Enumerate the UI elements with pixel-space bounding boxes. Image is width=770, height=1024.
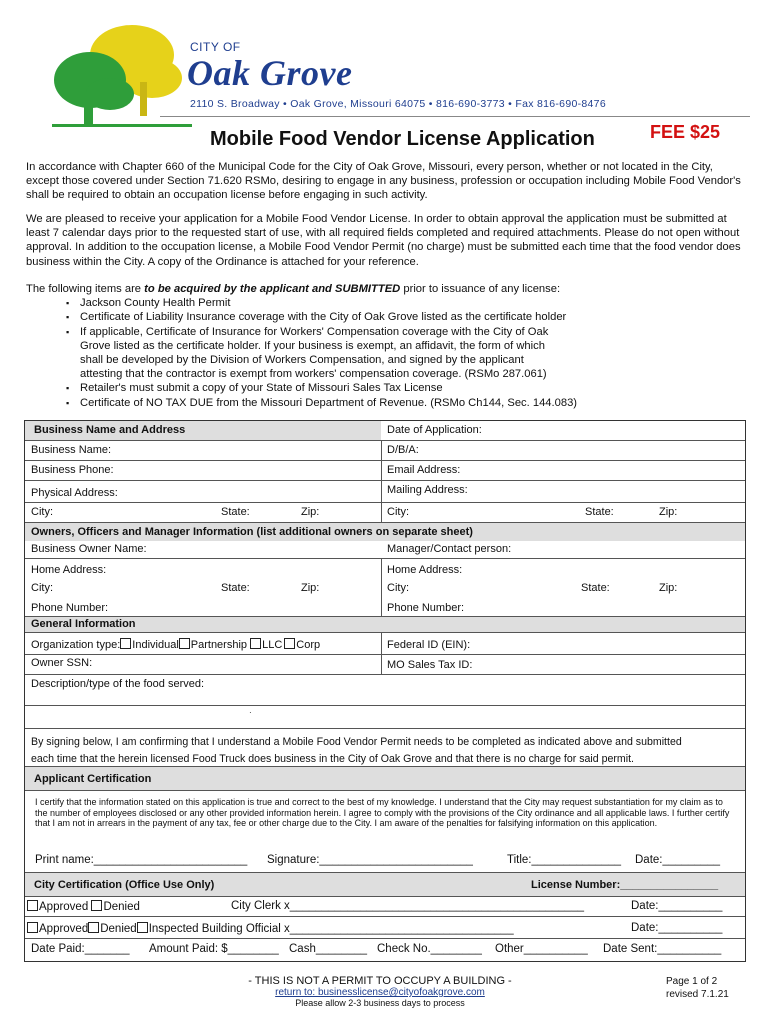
mo-sales-tax-field[interactable]: MO Sales Tax ID: xyxy=(387,659,473,671)
city-address: 2110 S. Broadway • Oak Grove, Missouri 64075 • 816-690-3773 • Fax 816-690-8476 xyxy=(190,98,606,110)
business-phone-field[interactable]: Business Phone: xyxy=(31,464,114,476)
inspected-checkbox[interactable] xyxy=(137,922,148,933)
list-item: ▪ Retailer's must submit a copy of your State of Missouri Sales Tax License xyxy=(66,381,746,395)
building-approval-group: Approved Denied Inspected Building Official x___________________________________ xyxy=(25,917,520,938)
federal-id-field[interactable]: Federal ID (EIN): xyxy=(387,639,471,651)
owner-home-address-field[interactable]: Home Address: xyxy=(31,564,107,576)
mailing-state-field[interactable]: State: xyxy=(585,506,614,518)
city-clerk-signature[interactable]: City Clerk x______________________________________________ xyxy=(231,900,584,912)
llc-checkbox[interactable] xyxy=(250,638,261,649)
clerk-approved-checkbox[interactable] xyxy=(27,900,38,911)
mailing-address-field[interactable]: Mailing Address: xyxy=(387,484,468,496)
license-number-field[interactable]: License Number:________________ xyxy=(531,879,719,891)
building-denied-checkbox[interactable] xyxy=(88,922,99,933)
organization-type-group: Organization type: Individual Partnership LLC Corp xyxy=(31,639,321,651)
section-applicant-header: Applicant Certification xyxy=(25,767,745,791)
manager-phone-field[interactable]: Phone Number: xyxy=(387,602,465,614)
print-name-field[interactable]: Print name:________________________ xyxy=(35,854,248,866)
required-items-lead: The following items are to be acquired by the applicant and SUBMITTED prior to issuance of any license: xyxy=(26,283,561,295)
business-zip-field[interactable]: Zip: xyxy=(301,506,320,518)
mailing-city-field[interactable]: City: xyxy=(387,506,409,518)
owner-ssn-field[interactable]: Owner SSN: xyxy=(31,657,93,669)
city-name-wordmark: Oak Grove xyxy=(187,53,353,93)
owner-zip-field[interactable]: Zip: xyxy=(301,582,320,594)
date-of-application-field[interactable]: Date of Application: xyxy=(381,421,745,440)
page-info xyxy=(666,975,729,1001)
intro-paragraph-2: We are pleased to receive your application for a Mobile Food Vendor License. In order to obtain approval the application must be submitted at least 7 calendar days prior to the requested start of use, with all required fields completed and required attachments. Please do not open without approval. In addition to the occupation license, a Mobile Food Vendor Permit (no charge) must be submitted each time that the food vendor does business within the City. A copy of the Ordinance is attached for your reference. xyxy=(26,213,741,268)
manager-contact-field[interactable]: Manager/Contact person: xyxy=(387,543,512,555)
title-field[interactable]: Title:______________ xyxy=(507,854,622,866)
header-divider xyxy=(160,116,750,117)
building-approved-checkbox[interactable] xyxy=(27,922,38,933)
footer xyxy=(200,975,560,1008)
fee-label: FEE $25 xyxy=(650,122,721,142)
corp-checkbox[interactable] xyxy=(284,638,295,649)
dba-field[interactable]: D/B/A: xyxy=(387,444,419,456)
business-state-field[interactable]: State: xyxy=(221,506,250,518)
section-general-header: General Information xyxy=(25,617,745,633)
date-paid-field[interactable]: Date Paid:_______ xyxy=(31,943,130,955)
individual-checkbox[interactable] xyxy=(120,638,131,649)
city-of-label: CITY OF xyxy=(190,40,241,54)
mailing-zip-field[interactable]: Zip: xyxy=(659,506,678,518)
date-sent-field[interactable]: Date Sent:__________ xyxy=(603,943,722,955)
section-business-header: Business Name and Address Date of Application: xyxy=(25,421,745,441)
return-email-link[interactable]: return to: businesslicense@cityofoakgrove.com xyxy=(275,987,485,998)
application-form xyxy=(24,420,746,962)
revision-date: revised 7.1.21 xyxy=(666,989,729,1000)
building-date-field[interactable]: Date:__________ xyxy=(631,922,723,934)
page-number: Page 1 of 2 xyxy=(666,976,718,987)
signing-statement: By signing below, I am confirming that I understand a Mobile Food Vendor Permit needs to be completed as indicated above and submitted each time that the herein licensed Food Truck does business in the City of Oak Grove and that there is no charge for said permit. xyxy=(31,736,682,765)
intro-paragraph-1: In accordance with Chapter 660 of the Municipal Code for the City of Oak Grove, Missouri, every person, whether or not located in the City, except those covered under Section 71.620 RSMo, desiring to engage in any business, profession or occupation including Mobile Food Vendor's shall be required to obtain an occupation license before engaging in such activity. xyxy=(26,161,741,202)
processing-note: Please allow 2-3 business days to process xyxy=(295,998,465,1008)
cash-field[interactable]: Cash________ xyxy=(289,943,368,955)
manager-zip-field[interactable]: Zip: xyxy=(659,582,678,594)
owner-phone-field[interactable]: Phone Number: xyxy=(31,602,109,614)
required-items xyxy=(26,282,746,410)
clerk-approval-group: Approved Denied xyxy=(25,897,146,916)
signature-field[interactable]: Signature:________________________ xyxy=(267,854,473,866)
manager-city-field[interactable]: City: xyxy=(387,582,409,594)
manager-home-address-field[interactable]: Home Address: xyxy=(387,564,463,576)
check-number-field[interactable]: Check No.________ xyxy=(377,943,482,955)
owner-city-field[interactable]: City: xyxy=(31,582,53,594)
partnership-checkbox[interactable] xyxy=(179,638,190,649)
section-city-header: City Certification (Office Use Only) License Number:________________ xyxy=(25,873,745,897)
amount-paid-field[interactable]: Amount Paid: $________ xyxy=(149,943,279,955)
physical-address-field[interactable]: Physical Address: xyxy=(31,487,118,499)
clerk-denied-checkbox[interactable] xyxy=(91,900,102,911)
oak-tree-logo xyxy=(52,20,192,130)
business-city-field[interactable]: City: xyxy=(31,506,53,518)
other-payment-field[interactable]: Other__________ xyxy=(495,943,588,955)
list-item: ▪ Certificate of NO TAX DUE from the Missouri Department of Revenue. (RSMo Ch144, Sec. 144.083) xyxy=(66,396,746,410)
clerk-date-field[interactable]: Date:__________ xyxy=(631,900,723,912)
business-name-field[interactable]: Business Name: xyxy=(31,444,112,456)
list-item: ▪ Jackson County Health Permit xyxy=(66,296,746,310)
section-owners-header: Owners, Officers and Manager Information (list additional owners on separate sheet) xyxy=(25,523,745,541)
certification-text: I certify that the information stated on this application is true and correct to the best of my knowledge. I understand that the City may request substantiation for my claim as to the number of employees disclosed or any other provided information herein. I agree to comply with the provisions of the City ordinance and all applicable laws. I further certify that I am not in arrears in the payment of any tax, fee or other charge due to the City. I am aware of the penalties for falsifying information on this application. xyxy=(35,797,730,828)
business-owner-name-field[interactable]: Business Owner Name: xyxy=(31,543,147,555)
page-title: Mobile Food Vendor License Application xyxy=(210,128,595,150)
food-description-field[interactable]: Description/type of the food served: · xyxy=(25,675,745,729)
email-address-field[interactable]: Email Address: xyxy=(387,464,461,476)
date-field[interactable]: Date:_________ xyxy=(635,854,721,866)
manager-state-field[interactable]: State: xyxy=(581,582,610,594)
not-a-permit-notice: - THIS IS NOT A PERMIT TO OCCUPY A BUILDING - xyxy=(248,975,512,987)
list-item: ▪ Certificate of Liability Insurance coverage with the City of Oak Grove listed as the certificate holder xyxy=(66,310,746,324)
owner-state-field[interactable]: State: xyxy=(221,582,250,594)
list-item: ▪ If applicable, Certificate of Insurance for Workers' Compensation coverage with the City of Oak Grove listed as the certificate holder. If your business is exempt, an affidavit, the form of which shall be developed by the Division of Workers Compensation, and signed by the applicant attesting that the contractor is exempt from workers' compensation coverage. (RSMo 287.061) xyxy=(66,325,746,382)
